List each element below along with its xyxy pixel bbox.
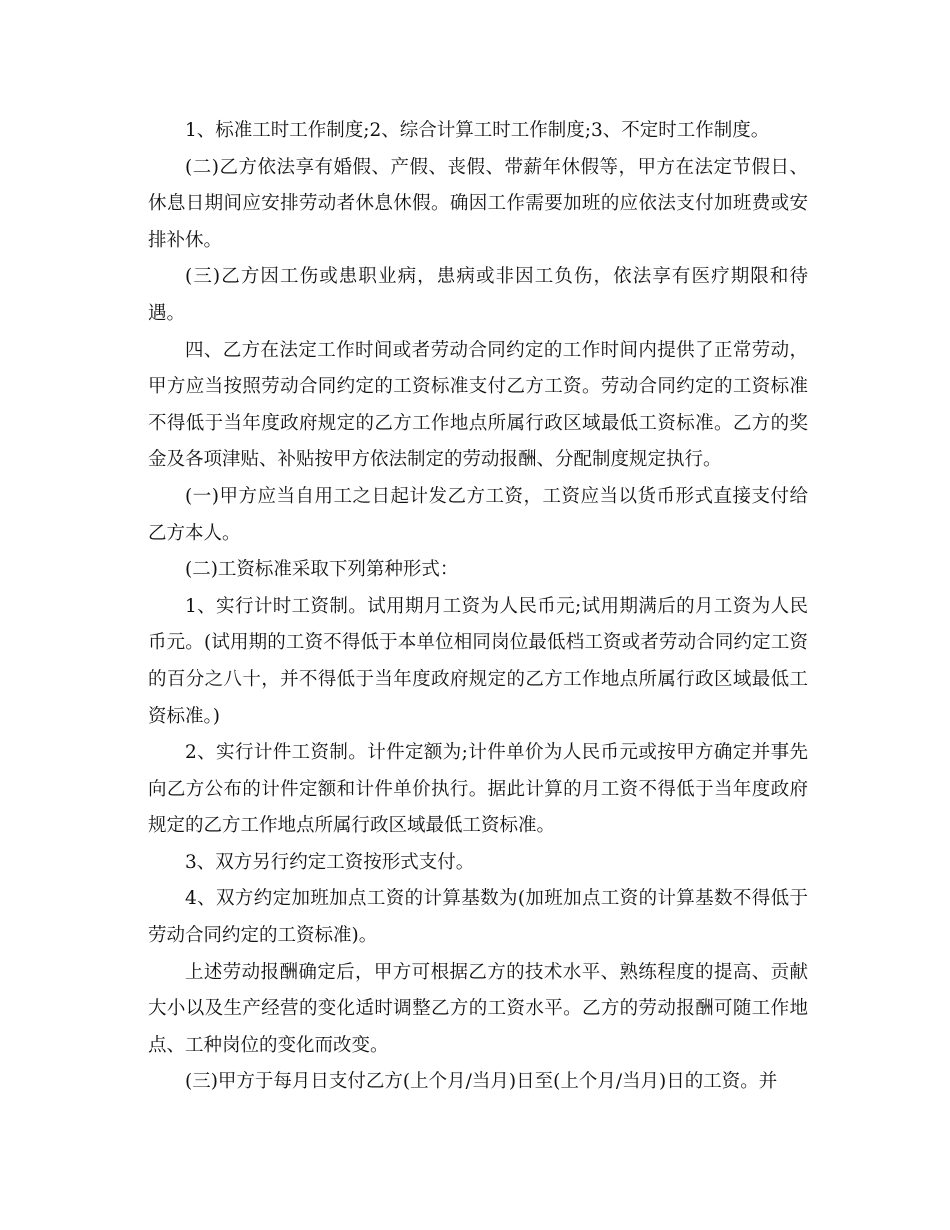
paragraph-section-four-wages: 四、乙方在法定工作时间或者劳动合同约定的工作时间内提供了正常劳动，甲方应当按照劳动合同约定的工资标准支付乙方工资。劳动合同约定的工资标准不得低于当年度政府规定的乙方工作地点所属行政区域最低工资标准。乙方的奖金及各项津贴、补贴按甲方依法制定的劳动报酬、分配制度规定执行。 — [148, 339, 808, 471]
paragraph-other-wage-form: 3、双方另行约定工资按形式支付。 — [185, 851, 475, 873]
document-body — [148, 113, 808, 1101]
paragraph-piece-rate-wage: 2、实行计件工资制。计件定额为;计件单价为人民币元或按甲方确定并事先向乙方公布的计件定额和计件单价执行。据此计算的月工资不得低于当年度政府规定的乙方工作地点所属行政区域最低工资标准。 — [148, 742, 808, 837]
paragraph-wage-forms: (二)工资标准采取下列第种形式： — [185, 559, 459, 581]
paragraph-medical-period: (三)乙方因工伤或患职业病，患病或非因工负伤，依法享有医疗期限和待遇。 — [148, 266, 808, 324]
paragraph-payment-date: (三)甲方于每月日支付乙方(上个月/当月)日至(上个月/当月)日的工资。并 — [185, 1071, 778, 1093]
paragraph-overtime-base: 4、双方约定加班加点工资的计算基数为(加班加点工资的计算基数不得低于劳动合同约定的工资标准)。 — [148, 888, 808, 947]
paragraph-leave-and-holidays: (二)乙方依法享有婚假、产假、丧假、带薪年休假等，甲方在法定节假日、休息日期间应安排劳动者休息休假。确因工作需要加班的应依法支付加班费或安排补休。 — [148, 156, 808, 251]
paragraph-time-based-wage: 1、实行计时工资制。试用期月工资为人民币元;试用期满后的月工资为人民币元。(试用期的工资不得低于本单位相同岗位最低档工资或者劳动合同约定工资的百分之八十，并不得低于当年度政府规定的乙方工作地点所属行政区域最低工资标准。) — [148, 595, 808, 727]
paragraph-wage-adjustment: 上述劳动报酬确定后，甲方可根据乙方的技术水平、熟练程度的提高、贡献大小以及生产经营的变化适时调整乙方的工资水平。乙方的劳动报酬可随工作地点、工种岗位的变化而改变。 — [148, 961, 808, 1056]
paragraph-work-hour-systems: 1、标准工时工作制度;2、综合计算工时工作制度;3、不定时工作制度。 — [185, 120, 770, 141]
paragraph-wage-payment-start: (一)甲方应当自用工之日起计发乙方工资，工资应当以货币形式直接支付给乙方本人。 — [148, 485, 808, 544]
